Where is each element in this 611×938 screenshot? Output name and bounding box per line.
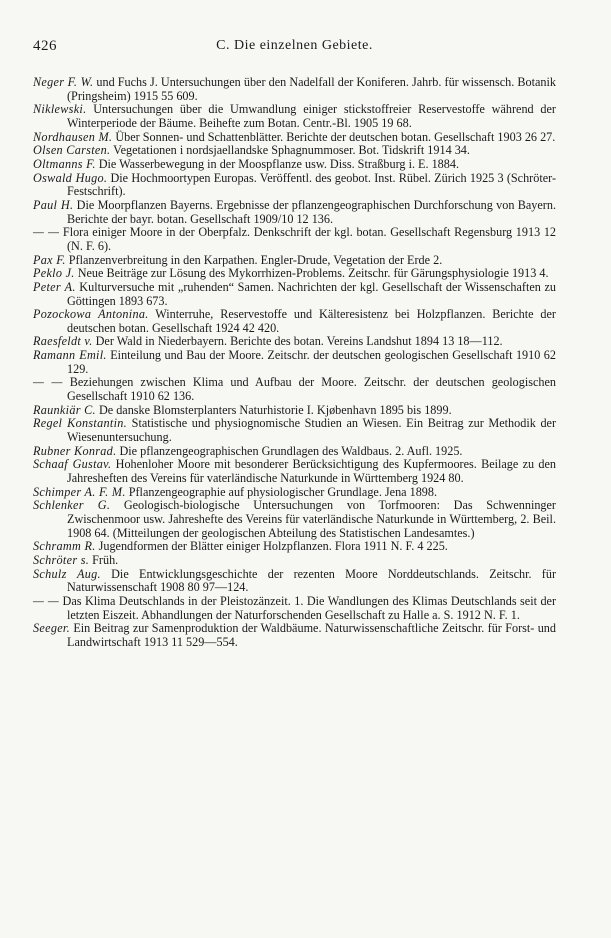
entry-text: Statistische und physiognomische Studien an Wiesen. Ein Beitrag zur Methodik der Wiesenuntersuchung. (67, 416, 557, 445)
entry-author: Olsen Carsten. (33, 143, 111, 158)
bibliography-entry (33, 349, 556, 376)
running-title: C. Die einzelnen Gebiete. (216, 38, 373, 53)
bibliography-list (33, 76, 556, 650)
entry-text: Die Moorpflanzen Bayerns. Ergebnisse der pflanzengeographischen Durchforschung von Bayern. Berichte der bayr. botan. Gesellschaft 1909/10 12 136. (67, 197, 556, 226)
bibliography-entry (33, 226, 556, 253)
entry-author: Regel Konstantin. (33, 416, 128, 431)
entry-author: Ramann Emil. (33, 348, 107, 363)
entry-text: Die pflanzengeographischen Grundlagen des Waldbaus. 2. Aufl. 1925. (116, 443, 463, 458)
entry-author: Pax F. (33, 252, 66, 267)
bibliography-entry (33, 417, 556, 444)
bibliography-entry (33, 172, 556, 199)
bibliography-entry (33, 144, 556, 158)
entry-author: Seeger. (33, 621, 70, 636)
entry-author: Peter A. (33, 279, 76, 294)
entry-text: Jugendformen der Blätter einiger Holzpflanzen. Flora 1911 N. F. 4 225. (95, 539, 448, 554)
bibliography-entry (33, 199, 556, 226)
bibliography-entry (33, 335, 556, 349)
entry-text: De danske Blomsterplanters Naturhistorie I. Kjøbenhavn 1895 bis 1899. (95, 402, 452, 417)
entry-text: Früh. (89, 552, 119, 567)
entry-author: Peklo J. (33, 266, 75, 281)
bibliography-entry (33, 554, 556, 568)
bibliography-entry (33, 404, 556, 418)
bibliography-entry (33, 281, 556, 308)
bibliography-entry (33, 540, 556, 554)
bibliography-entry (33, 254, 556, 268)
page-header (33, 38, 556, 60)
entry-text: Hohenloher Moore mit besonderer Berücksichtigung des Kupfermoores. Beilage zu den Jahresheften des Vereins für vaterländische Naturkunde in Württemberg 1924 80. (67, 457, 556, 486)
entry-text: Die Entwicklungsgeschichte der rezenten Moore Norddeutschlands. Zeitschr. für Naturwissenschaft 1908 80 97—124. (67, 566, 556, 595)
entry-author: Schaaf Gustav. (33, 457, 112, 472)
entry-text: Pflanzenverbreitung in den Karpathen. Engler-Drude, Vegetation der Erde 2. (65, 252, 443, 267)
entry-author: — — (33, 225, 60, 240)
entry-text: Neue Beiträge zur Lösung des Mykorrhizen-Problems. Zeitschr. für Gärungsphysiologie 1913 4. (74, 266, 549, 281)
entry-text: Pflanzengeographie auf physiologischer Grundlage. Jena 1898. (125, 484, 438, 499)
bibliography-entry (33, 76, 556, 103)
bibliography-entry (33, 308, 556, 335)
entry-text: Einteilung und Bau der Moore. Zeitschr. der deutschen geologischen Gesellschaft 1910 62 129. (67, 348, 556, 376)
entry-text: Das Klima Deutschlands in der Pleistozänzeit. 1. Die Wandlungen des Klimas Deutschlands seit der letzten Eiszeit. Abhandlungen der Naturforschenden Gesellschaft zu Halle a. S. 1912 N. F. 1. (59, 593, 557, 622)
bibliography-entry (33, 486, 556, 500)
bibliography-entry (33, 458, 556, 485)
entry-author: — — (33, 375, 63, 390)
bibliography-entry (33, 595, 556, 622)
entry-author: Pozockowa Antonina. (33, 307, 149, 322)
entry-author: Schröter s. (33, 552, 90, 567)
entry-author: — — (33, 593, 60, 608)
entry-author: Raesfeldt v. (33, 334, 93, 349)
entry-author: Niklewski. (33, 102, 87, 117)
bibliography-entry (33, 445, 556, 459)
entry-author: Oltmanns F. (33, 156, 96, 171)
bibliography-entry (33, 103, 556, 130)
bibliography-entry (33, 131, 556, 145)
entry-author: Schimper A. F. M. (33, 484, 126, 499)
entry-text: Flora einiger Moore in der Oberpfalz. Denkschrift der kgl. botan. Gesellschaft Regensburg 1913 12 (N. F. 6). (59, 225, 557, 253)
entry-author: Schulz Aug. (33, 566, 101, 581)
entry-text: und Fuchs J. Untersuchungen über den Nadelfall der Koniferen. Jahrb. für wissensch. Botanik (Pringsheim) 1915 55 609. (67, 75, 556, 103)
entry-author: Oswald Hugo. (33, 170, 108, 185)
bibliography-entry (33, 267, 556, 281)
bibliography-entry (33, 376, 556, 403)
page-number: 426 (33, 38, 57, 54)
entry-author: Paul H. (33, 197, 74, 212)
bibliography-entry (33, 568, 556, 595)
entry-author: Neger F. W. (33, 75, 94, 89)
entry-author: Rubner Konrad. (33, 443, 117, 458)
entry-author: Raunkiär C. (33, 402, 96, 417)
entry-author: Schramm R. (33, 539, 96, 554)
entry-text: Ein Beitrag zur Samenproduktion der Waldbäume. Naturwissenschaftliche Zeitschr. für Forst- und Landwirtschaft 1913 11 529—554. (67, 621, 556, 649)
entry-text: Die Wasserbewegung in der Moospflanze usw. Diss. Straßburg i. E. 1884. (95, 156, 460, 171)
bibliography-entry (33, 158, 556, 172)
entry-text: Der Wald in Niederbayern. Berichte des botan. Vereins Landshut 1894 13 18—112. (92, 334, 503, 349)
entry-text: Die Hochmoortypen Europas. Veröffentl. des geobot. Inst. Rübel. Zürich 1925 3 (Schröter-Festschrift). (67, 170, 557, 199)
entry-text: Beziehungen zwischen Klima und Aufbau der Moore. Zeitschr. der deutschen geologischen Gesellschaft 1910 62 136. (62, 375, 557, 404)
entry-author: Nordhausen M. (33, 129, 113, 144)
bibliography-entry (33, 499, 556, 540)
entry-text: Über Sonnen- und Schattenblätter. Berichte der deutschen botan. Gesellschaft 1903 26 27. (112, 129, 556, 144)
entry-text: Geologisch-biologische Untersuchungen von Torfmooren: Das Schwenninger Zwischenmoor usw. Jahreshefte des Vereins für vaterländische Naturkunde in Württemberg, 2. Beil. 1908 64. (Mitteilungen der geologischen Abteilung des Statistischen Landesamtes.) (67, 498, 556, 540)
bibliography-entry (33, 622, 556, 649)
entry-text: Winterruhe, Reservestoffe und Kälteresistenz bei Holzpflanzen. Berichte der deutschen botan. Gesellschaft 1924 42 420. (67, 307, 556, 335)
entry-text: Vegetationen i nordsjaellandske Sphagnummoser. Bot. Tidskrift 1914 34. (110, 143, 470, 158)
entry-text: Untersuchungen über die Umwandlung einiger stickstoffreier Reservestoffe während der Winterperiode der Bäume. Beihefte zum Botan. Centr.-Bl. 1905 19 68. (67, 102, 556, 130)
entry-text: Kulturversuche mit „ruhenden“ Samen. Nachrichten der kgl. Gesellschaft der Wissenschaften zu Göttingen 1893 673. (67, 279, 556, 308)
entry-author: Schlenker G. (33, 498, 111, 513)
